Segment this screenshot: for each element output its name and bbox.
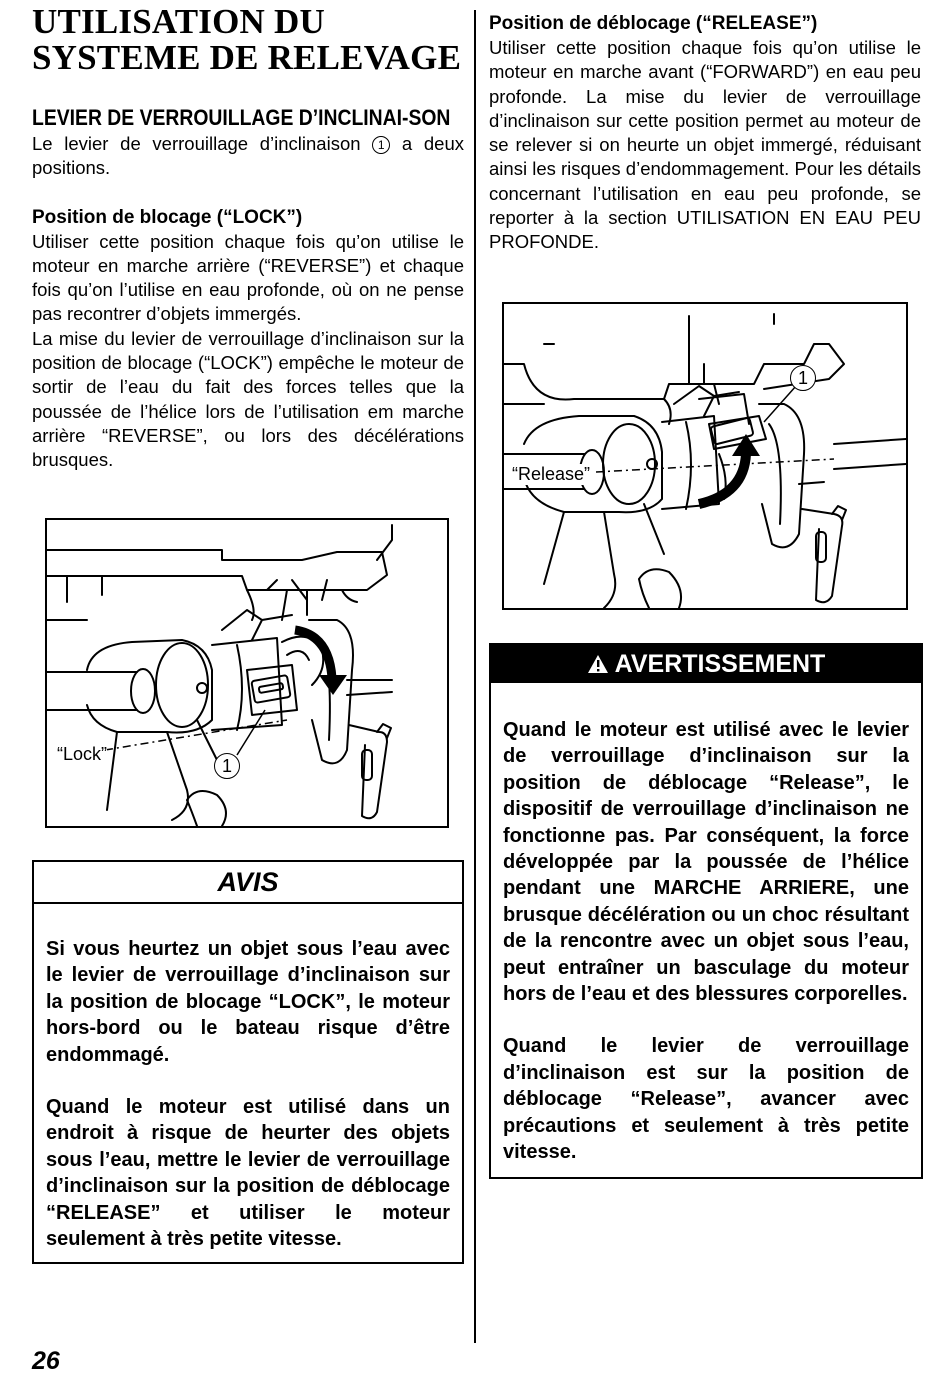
section-title bbox=[32, 104, 468, 132]
lock-figure bbox=[45, 518, 449, 828]
warning-header bbox=[491, 645, 921, 683]
notice-paragraph-2: Quand le moteur est utilisé dans un endroit à risque de heurter des objets sous l’eau, mettre le levier de verrouillage d’inclinaison sur la position de déblocage “RELEASE” et utiliser le moteur seulement à très petite vitesse. bbox=[46, 1096, 450, 1251]
notice-body bbox=[34, 904, 462, 1252]
intro-text-start: Le levier de verrouillage d’inclinaison bbox=[32, 133, 373, 154]
callout-number-1: 1 bbox=[372, 136, 390, 154]
left-column bbox=[32, 4, 464, 473]
warning-body bbox=[491, 683, 921, 1166]
notice-box bbox=[32, 860, 464, 1264]
warning-triangle-icon bbox=[587, 654, 609, 674]
release-label: “Release” bbox=[512, 464, 591, 484]
release-figure bbox=[502, 302, 908, 610]
right-column bbox=[489, 12, 921, 255]
release-paragraph: Utiliser cette position chaque fois qu’on utilise le moteur en marche avant (“FORWARD”) en eau peu profonde. La mise du levier de verrouillage d’inclinaison sur cette position permet au moteur de se relever si on heurte un objet immergé, réduisant ainsi les risques d’endommagement. Pour les détails concernant l’utilisation en eau peu profonde, se reporter à la section UTILISATION EN EAU PEU PROFONDE. bbox=[489, 37, 921, 253]
column-divider bbox=[474, 10, 476, 1343]
intro-paragraph bbox=[32, 132, 464, 181]
page-number: 26 bbox=[32, 1347, 60, 1375]
title-line-2: SYSTEME DE RELEVAGE bbox=[32, 38, 462, 77]
release-callout-1: 1 bbox=[790, 365, 816, 391]
title-line-1: UTILISATION DU bbox=[32, 2, 325, 41]
section-title-text: LEVIER DE VERROUILLAGE D’INCLINAI-SON bbox=[32, 105, 451, 130]
notice-title: AVIS bbox=[34, 862, 462, 904]
intro-text-end: a deux positions. bbox=[32, 133, 464, 179]
warning-paragraph-2: Quand le levier de verrouillage d’inclinaison est sur la position de déblocage “Release”, avancer avec précautions et seulement à très petite vitesse. bbox=[503, 1035, 909, 1164]
lock-label: “Lock” bbox=[57, 744, 108, 764]
lock-illustration bbox=[47, 520, 447, 826]
page-title bbox=[32, 4, 464, 76]
release-illustration bbox=[504, 304, 906, 608]
notice-paragraph-1: Si vous heurtez un objet sous l’eau avec le levier de verrouillage d’inclinaison sur la position de blocage “LOCK”, le moteur hors-bord ou le bateau risque d’être endommagé. bbox=[46, 938, 450, 1066]
lock-paragraph-1: Utiliser cette position chaque fois qu’on utilise le moteur en marche arrière (“REVERSE”) et chaque fois qu’on l’utilise en eau profonde, où on ne pense pas recontrer d’objets immergés. bbox=[32, 230, 464, 325]
lock-callout-1: 1 bbox=[214, 753, 240, 779]
warning-paragraph-1: Quand le moteur est utilisé avec le levier de verrouillage d’inclinaison sur la position de déblocage “Release”, le dispositif de verrouillage d’inclinaison ne fonctionne pas. Par conséquent, la force développée par la poussée de l’hélice pendant une MARCHE ARRIERE, une brusque décélération ou un choc résultant de la rencontre avec un objet sous l’eau, peut entraîner un basculage du moteur hors de l’eau et des blessures corporelles. bbox=[503, 719, 909, 1006]
warning-title: AVERTISSEMENT bbox=[614, 650, 826, 678]
lock-position-heading: Position de blocage (“LOCK”) bbox=[32, 206, 303, 228]
lock-paragraph-2: La mise du levier de verrouillage d’inclinaison sur la position de blocage (“LOCK”) empêche le moteur de sortir de l’eau du fait des forces telles que la poussée de l’hélice lors de l’utilisation em marche arrière “REVERSE”, ou lors des décélérations brusques. bbox=[32, 327, 464, 471]
release-position-heading: Position de déblocage (“RELEASE”) bbox=[489, 13, 818, 34]
warning-box bbox=[489, 643, 923, 1179]
